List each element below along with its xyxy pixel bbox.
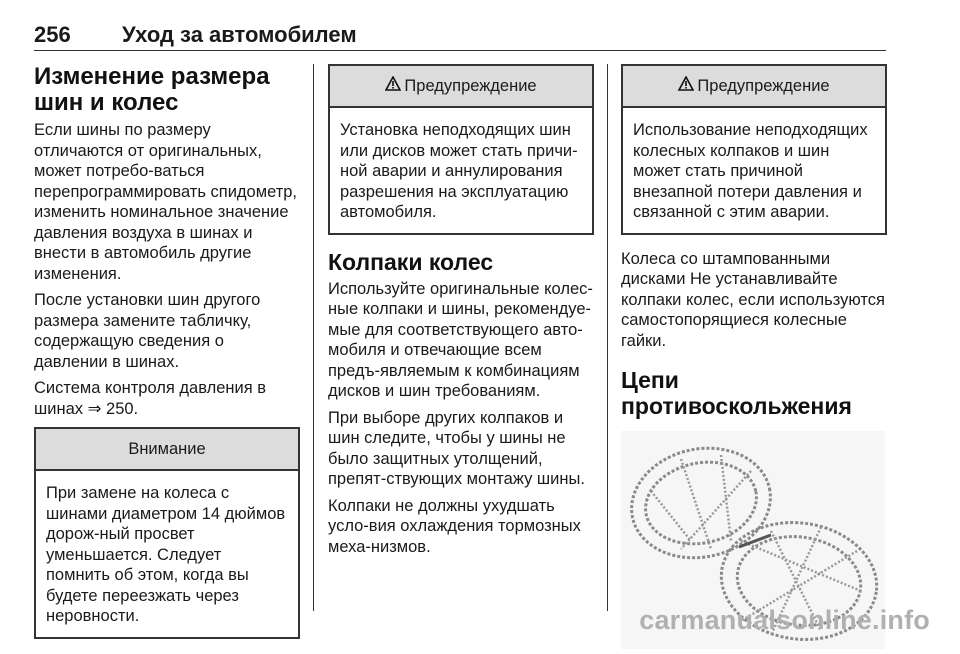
column-3	[621, 64, 887, 649]
caution-title: Внимание	[36, 429, 298, 471]
warning-triangle-icon	[678, 76, 694, 96]
warning-header	[330, 66, 592, 108]
paragraph-with-reference	[34, 378, 300, 419]
paragraph: При выборе других колпаков и шин следите, чтобы у шины не было защитных утолщений, препят-ствующих монтажу шины.	[328, 408, 585, 488]
paragraph: После установки шин другого размера замените табличку, содержащую сведения о давлении в шинах.	[34, 291, 261, 371]
reference-page-link[interactable]: 250.	[106, 399, 139, 418]
paragraph: Колеса со штампованными дисками Не устанавливайте колпаки колес, если используются самостопорящиеся колесные гайки.	[621, 249, 885, 350]
paragraph: Если шины по размеру отличаются от оригинальных, может потребо-ваться перепрограммировать спидометр, изменить номинальное значение давления воздуха в шинах и внести в автомобиль другие изменения.	[34, 121, 298, 283]
paragraph: Используйте оригинальные колес-ные колпаки и шины, рекомендуе-мые для соответствующего авто-мобиля и отвечающие всем предъ-являемым к комбинациям дисков и шин требованиям.	[328, 279, 593, 400]
warning-title: Предупреждение	[697, 77, 830, 95]
reference-text: Система контроля давления в шинах	[34, 379, 267, 418]
paragraph: Колпаки не должны ухудшать усло-вия охлаждения тормозных меха-низмов.	[328, 496, 581, 556]
section-heading-snow-chains: Цепи противоскольжения	[621, 367, 852, 419]
warning-title: Предупреждение	[404, 77, 537, 95]
header-divider	[34, 50, 886, 51]
warning-box	[328, 64, 594, 235]
warning-body: Использование неподходящих колесных колпаков и шин может стать причиной внезапной потери давления и связанной с этим аварии.	[633, 121, 868, 221]
watermark: carmanualsonline.info	[639, 605, 930, 635]
warning-body: Установка неподходящих шин или дисков может стать причи-ной аварии и аннулирования разрешения на эксплуатацию автомобиля.	[340, 121, 578, 221]
section-heading-tire-size: Изменение размера шин и колес	[34, 63, 270, 116]
column-2	[328, 64, 594, 563]
section-heading-hubcaps: Колпаки колес	[328, 248, 494, 275]
column-divider	[313, 64, 314, 611]
page-header	[34, 22, 886, 52]
caution-body: При замене на колеса с шинами диаметром 14 дюймов дорож-ный просвет уменьшается. Следует помнить об этом, когда вы будете переезжать через неровности.	[46, 484, 286, 625]
column-1	[34, 64, 300, 653]
page-number: 256	[34, 22, 71, 47]
chapter-title: Уход за автомобилем	[122, 22, 357, 47]
warning-box	[621, 64, 887, 235]
warning-triangle-icon	[385, 76, 401, 96]
caution-box	[34, 427, 300, 639]
column-divider	[607, 64, 608, 611]
warning-header	[623, 66, 885, 108]
reference-arrow-icon: ⇒	[87, 398, 102, 418]
